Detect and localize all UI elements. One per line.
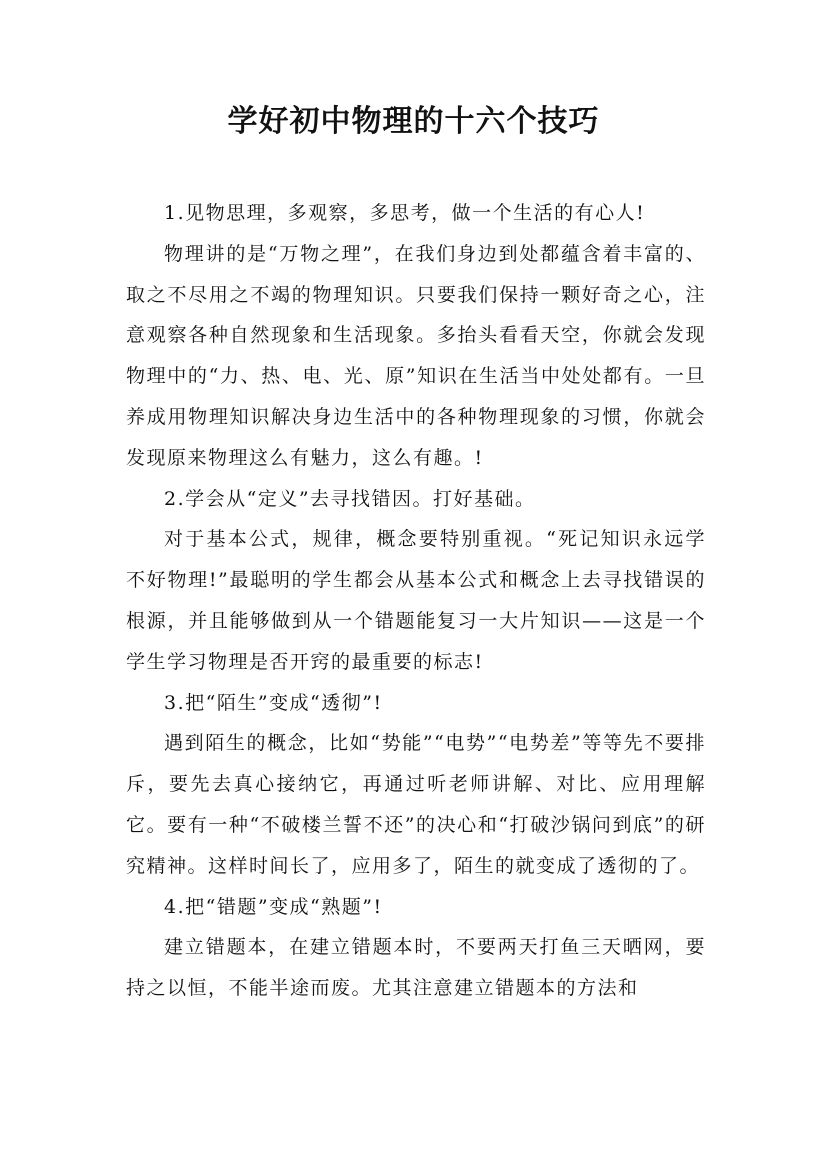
paragraph: 建立错题本，在建立错题本时，不要两天打鱼三天晒网，要持之以恒，不能半途而废。尤其注意建立错题本的方法和 <box>126 936 706 1000</box>
document-title: 学好初中物理的十六个技巧 <box>227 104 600 139</box>
paragraph: 物理讲的是“万物之理”，在我们身边到处都蕴含着丰富的、取之不尽用之不竭的物理知识。只要我们保持一颗好奇之心，注意观察各种自然现象和生活现象。多抬头看看天空，你就会发现物理中的“力、热、电、光、原”知识在生活当中处处都有。一旦养成用物理知识解决身边生活中的各种物理现象的习惯，你就会发现原来物理这么有魅力，这么有趣。! <box>126 242 706 469</box>
paragraph: 对于基本公式，规律，概念要特别重视。“死记知识永远学不好物理!”最聪明的学生都会从基本公式和概念上去寻找错误的根源，并且能够做到从一个错题能复习一大片知识——这是一个学生学习物理是否开窍的最重要的标志! <box>126 528 706 673</box>
section-heading-1: 1.见物思理，多观察，多思考，做一个生活的有心人! <box>164 202 646 224</box>
section-heading-3: 3.把“陌生”变成“透彻”! <box>164 691 383 714</box>
document-body <box>126 193 706 1009</box>
section-heading-2: 2.学会从“定义”去寻找错因。打好基础。 <box>164 487 536 510</box>
paragraph: 遇到陌生的概念，比如“势能”“电势”“电势差”等等先不要排斥，要先去真心接纳它，再通过听老师讲解、对比、应用理解它。要有一种“不破楼兰誓不还”的决心和“打破沙锅问到底”的研究精神。这样时间长了，应用多了，陌生的就变成了透彻的了。 <box>126 732 706 877</box>
section-heading-4: 4.把“错题”变成“熟题”! <box>164 895 383 918</box>
